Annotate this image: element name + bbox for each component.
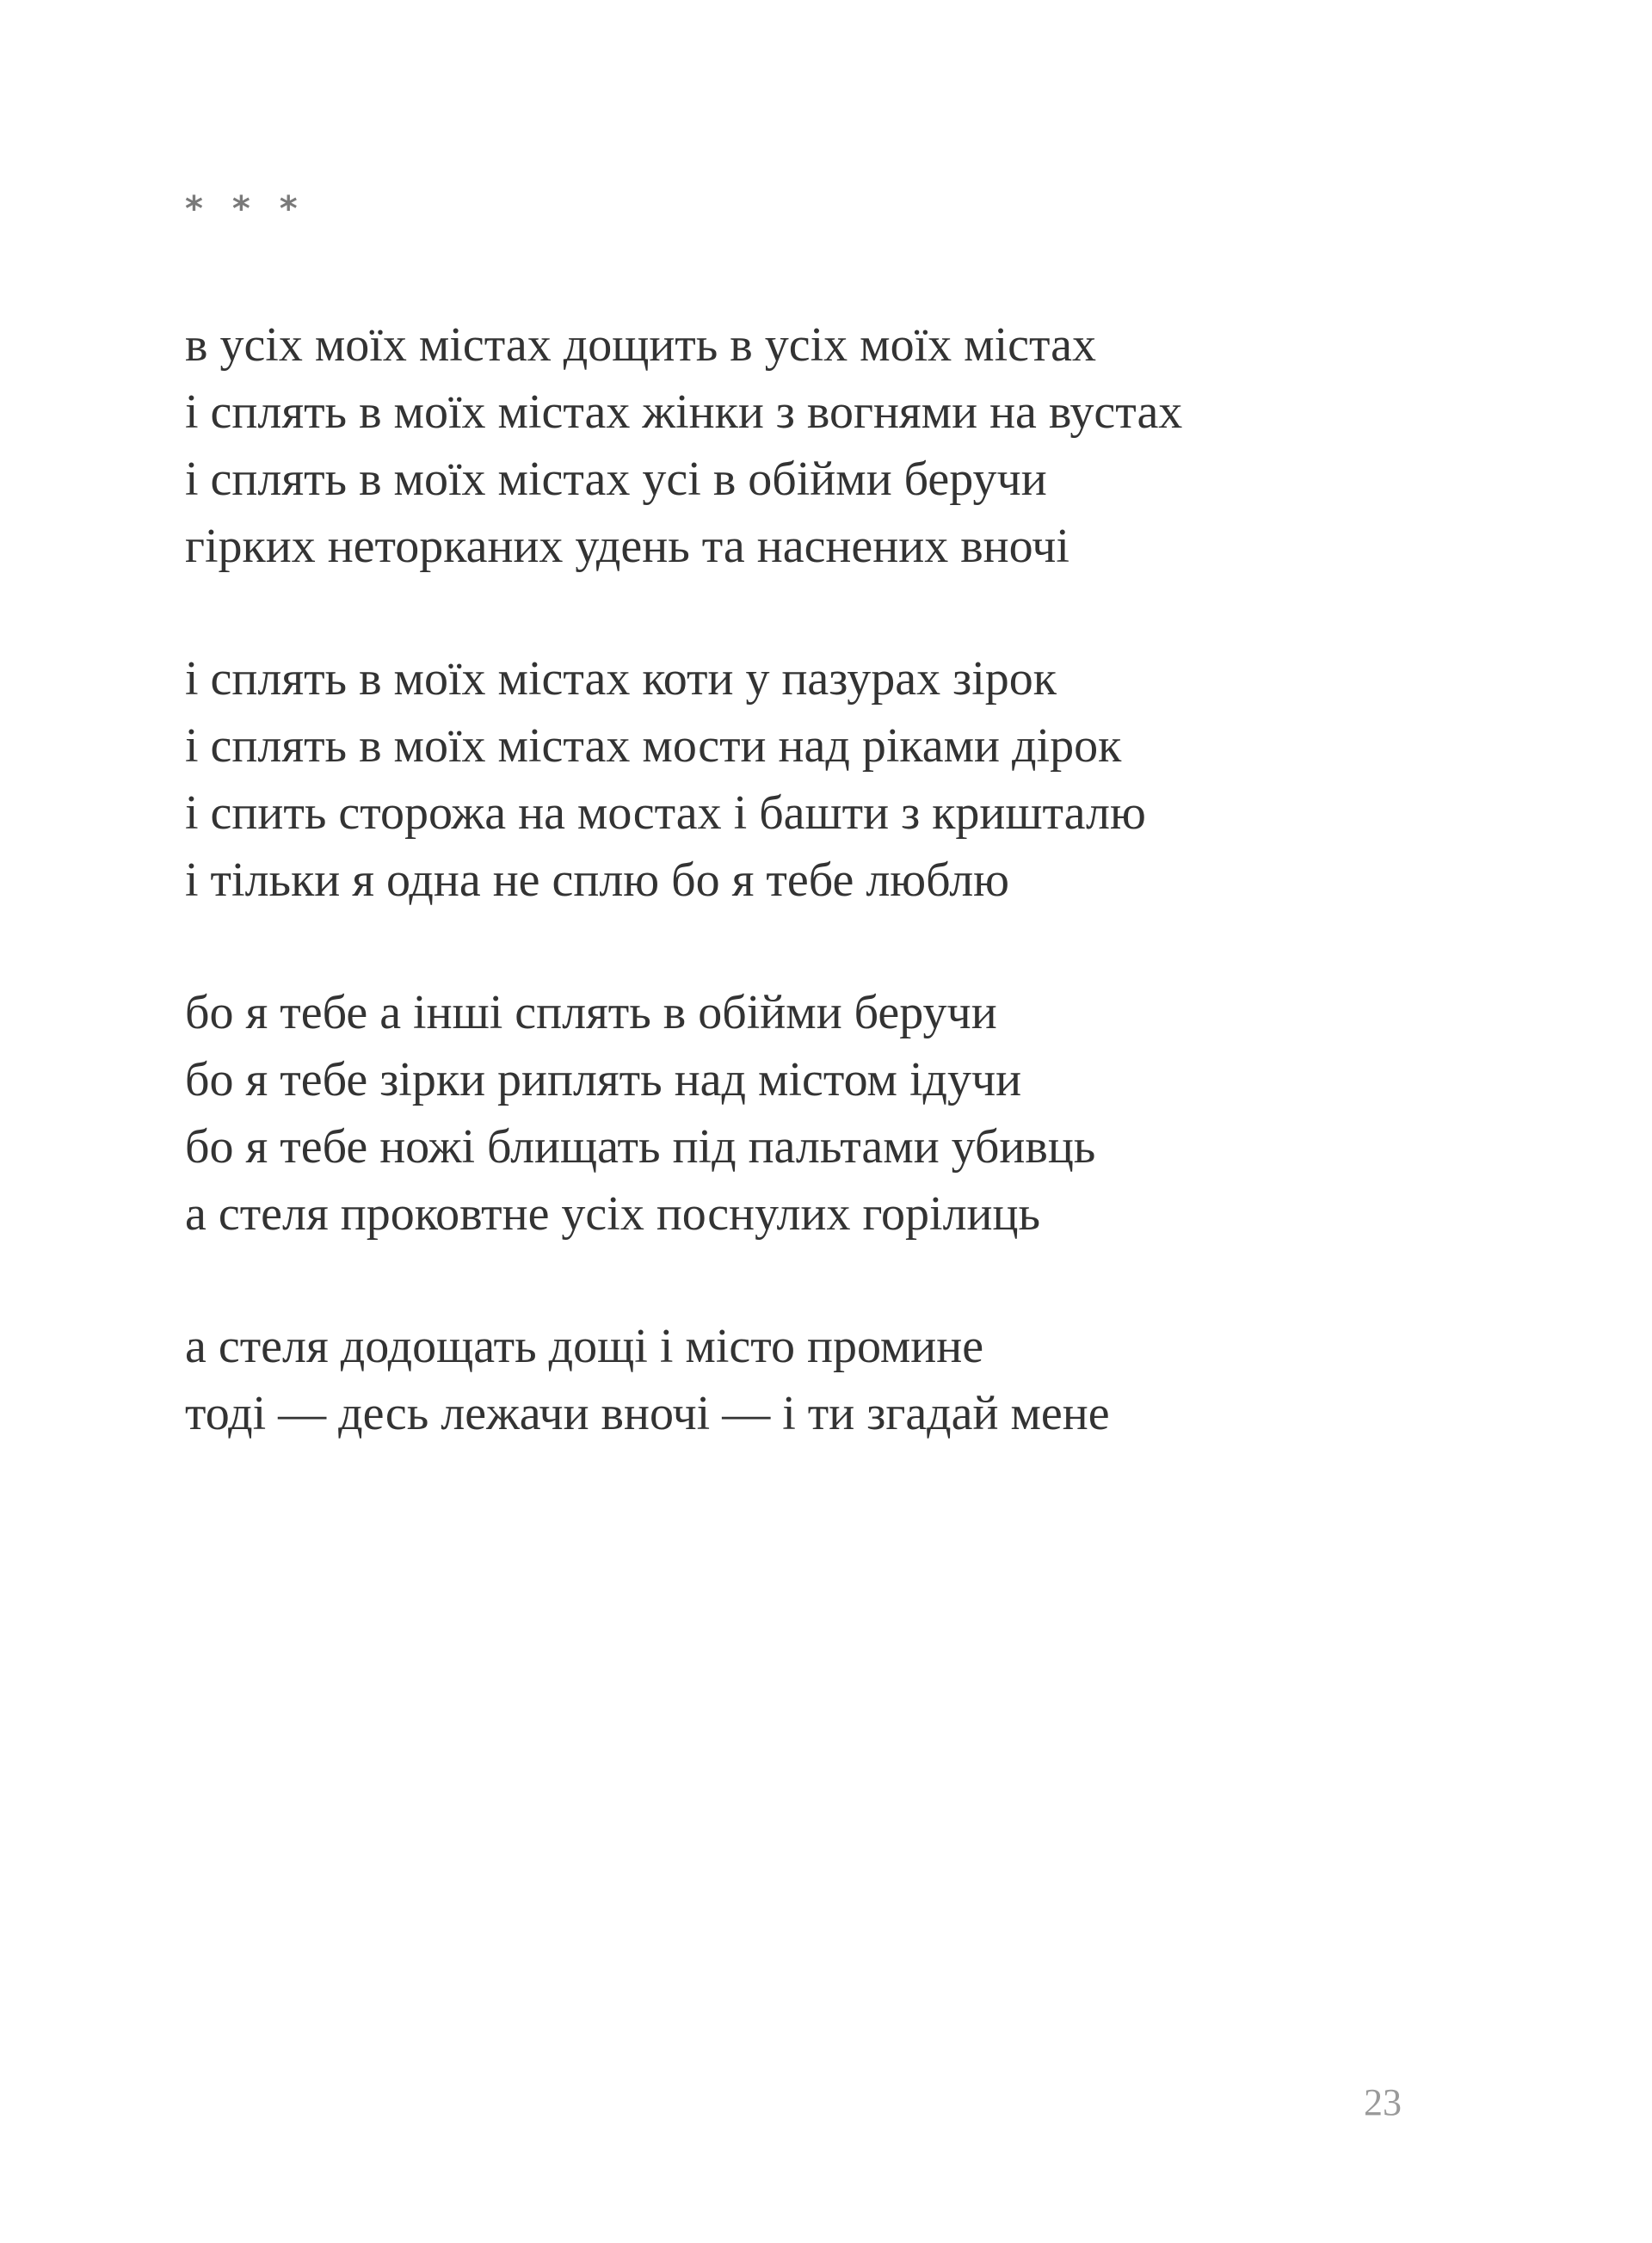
poem-line: і сплять в моїх містах жінки з вогнями на вустах bbox=[185, 385, 1183, 439]
poem-line: а стеля проковтне усіх поснулих горілиць bbox=[185, 1187, 1041, 1241]
poem-line: і сплять в моїх містах усі в обійми беручи bbox=[185, 453, 1047, 506]
stanza-4 bbox=[185, 1313, 1182, 1447]
stanza-3 bbox=[185, 979, 1182, 1248]
poem bbox=[185, 311, 1182, 1513]
poem-line: бо я тебе а інші сплять в обійми беручи bbox=[185, 986, 997, 1039]
poem-line: тоді — десь лежачи вночі — і ти згадай мене bbox=[185, 1387, 1110, 1440]
poem-line: і сплять в моїх містах мости над ріками дірок bbox=[185, 719, 1122, 773]
stanza-2 bbox=[185, 645, 1182, 914]
poem-line: і тільки я одна не сплю бо я тебе люблю bbox=[185, 853, 1009, 907]
poem-line: бо я тебе зірки риплять над містом ідучи bbox=[185, 1053, 1022, 1106]
poem-line: і сплять в моїх містах коти у пазурах зірок bbox=[185, 652, 1057, 706]
page-number: 23 bbox=[1364, 2081, 1402, 2123]
poem-line: і спить сторожа на мостах і башти з кришталю bbox=[185, 786, 1146, 840]
poem-line: а стеля додощать дощі і місто промине bbox=[185, 1320, 984, 1373]
poem-line: в усіх моїх містах дощить в усіх моїх містах bbox=[185, 318, 1097, 372]
poem-line: гірких неторканих удень та наснених вночі bbox=[185, 520, 1069, 573]
poem-line: бо я тебе ножі блищать під пальтами убивць bbox=[185, 1120, 1096, 1174]
section-separator: * * * bbox=[185, 189, 306, 229]
stanza-1 bbox=[185, 311, 1182, 580]
